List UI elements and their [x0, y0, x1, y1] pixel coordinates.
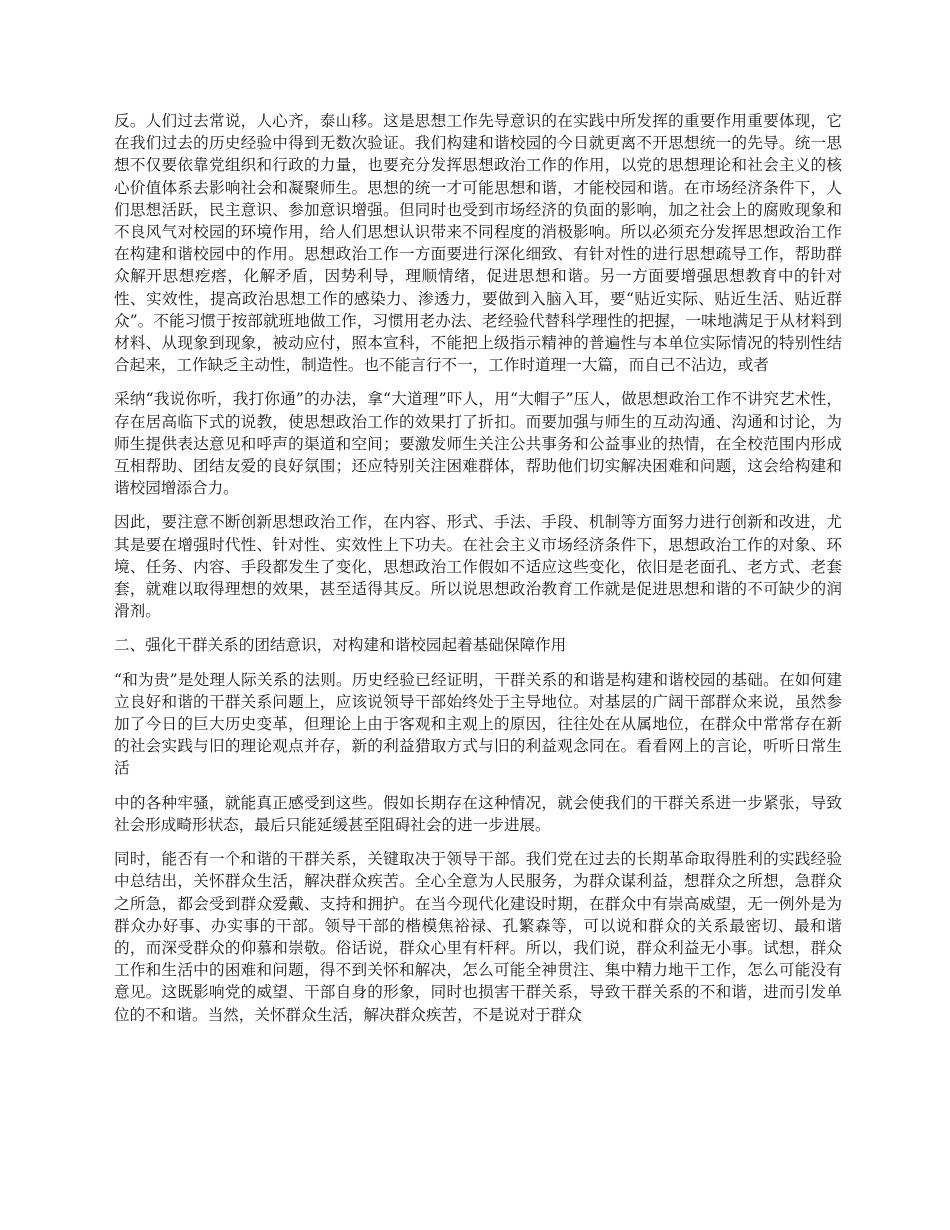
- section-heading: 二、强化干群关系的团结意识，对构建和谐校园起着基础保障作用: [114, 636, 567, 655]
- paragraph-2: 采纳“我说你听，我打你通”的办法，拿“大道理”吓人，用“大帽子”压人，做思想政治工作不讲究艺术性，存在居高临下式的说教，使思想政治工作的效果打了折扣。而要加强与师生的互动沟通、沟通和讨论，为师生提供表达意见和呼声的渠道和空间；要激发师生关注公共事务和公益事业的热情，在全校范围内形成互相帮助、团结友爱的良好氛围；还应特别关注困难群体，帮助他们切实解决困难和问题，这会给构建和谐校园增添合力。: [114, 390, 842, 498]
- document-body: [114, 110, 842, 1038]
- paragraph-4: “和为贵”是处理人际关系的法则。历史经验已经证明，干群关系的和谐是构建和谐校园的基础。在如何建立良好和谐的干群关系问题上，应该说领导干部始终处于主导地位。对基层的广阔干部群众来说，虽然参加了今日的巨大历史变革，但理论上由于客观和主观上的原因，往往处在从属地位，在群众中常常存在新的社会实践与旧的理论观点并存，新的利益猎取方式与旧的利益观念同在。看看网上的言论，听听日常生活: [114, 670, 842, 778]
- paragraph-5: 中的各种牢骚，就能真正感受到这些。假如长期存在这种情况，就会使我们的干群关系进一步紧张，导致社会形成畸形状态，最后只能延缓甚至阻碍社会的进一步进展。: [114, 793, 842, 834]
- paragraph-3: 因此，要注意不断创新思想政治工作，在内容、形式、手法、手段、机制等方面努力进行创新和改进，尤其是要在增强时代性、针对性、实效性上下功夫。在社会主义市场经济条件下，思想政治工作的对象、环境、任务、内容、手段都发生了变化，思想政治工作假如不适应这些变化，依旧是老面孔、老方式、老套套，就难以取得理想的效果，甚至适得其反。所以说思想政治教育工作就是促进思想和谐的不可缺少的润滑剂。: [114, 513, 842, 621]
- paragraph-1: 反。人们过去常说，人心齐，泰山移。这是思想工作先导意识的在实践中所发挥的重要作用重要体现，它在我们过去的历史经验中得到无数次验证。我们构建和谐校园的今日就更离不开思想统一的先导。统一思想不仅要依靠党组织和行政的力量，也要充分发挥思想政治工作的作用，以党的思想理论和社会主义的核心价值体系去影响社会和凝聚师生。思想的统一才可能思想和谐，才能校园和谐。在市场经济条件下，人们思想活跃，民主意识、参加意识增强。但同时也受到市场经济的负面的影响，加之社会上的腐败现象和不良风气对校园的环境作用，给人们思想认识带来不同程度的消极影响。所以必须充分发挥思想政治工作在构建和谐校园中的作用。思想政治工作一方面要进行深化细致、有针对性的进行思想疏导工作，帮助群众解开思想疙瘩，化解矛盾，因势利导，理顺情绪，促进思想和谐。另一方面要增强思想教育中的针对性、实效性，提高政治思想工作的感染力、渗透力，要做到入脑入耳，要“贴近实际、贴近生活、贴近群众”。不能习惯于按部就班地做工作，习惯用老办法、老经验代替科学理性的把握，一味地满足于从材料到材料、从现象到现象，被动应付，照本宣科，不能把上级指示精神的普遍性与本单位实际情况的特别性结合起来，工作缺乏主动性，制造性。也不能言行不一，工作时道理一大篇，而自己不沾边，或者: [114, 112, 842, 375]
- paragraph-6: 同时，能否有一个和谐的干群关系，关键取决于领导干部。我们党在过去的长期革命取得胜利的实践经验中总结出，关怀群众生活，解决群众疾苦。全心全意为人民服务，为群众谋利益，想群众之所想，急群众之所急，都会受到群众爱戴、支持和拥护。在当今现代化建设时期，在群众中有崇高威望，无一例外是为群众办好事、办实事的干部。领导干部的楷模焦裕禄、孔繁森等，可以说和群众的关系最密切、最和谐的，而深受群众的仰慕和崇敬。俗话说，群众心里有杆秤。所以，我们说，群众利益无小事。试想，群众工作和生活中的困难和问题，得不到关怀和解决，怎么可能全神贯注、集中精力地干工作，怎么可能没有意见。这既影响党的威望、干部自身的形象，同时也损害干群关系，导致干群关系的不和谐，进而引发单位的不和谐。当然，关怀群众生活，解决群众疾苦，不是说对于群众: [114, 850, 842, 1024]
